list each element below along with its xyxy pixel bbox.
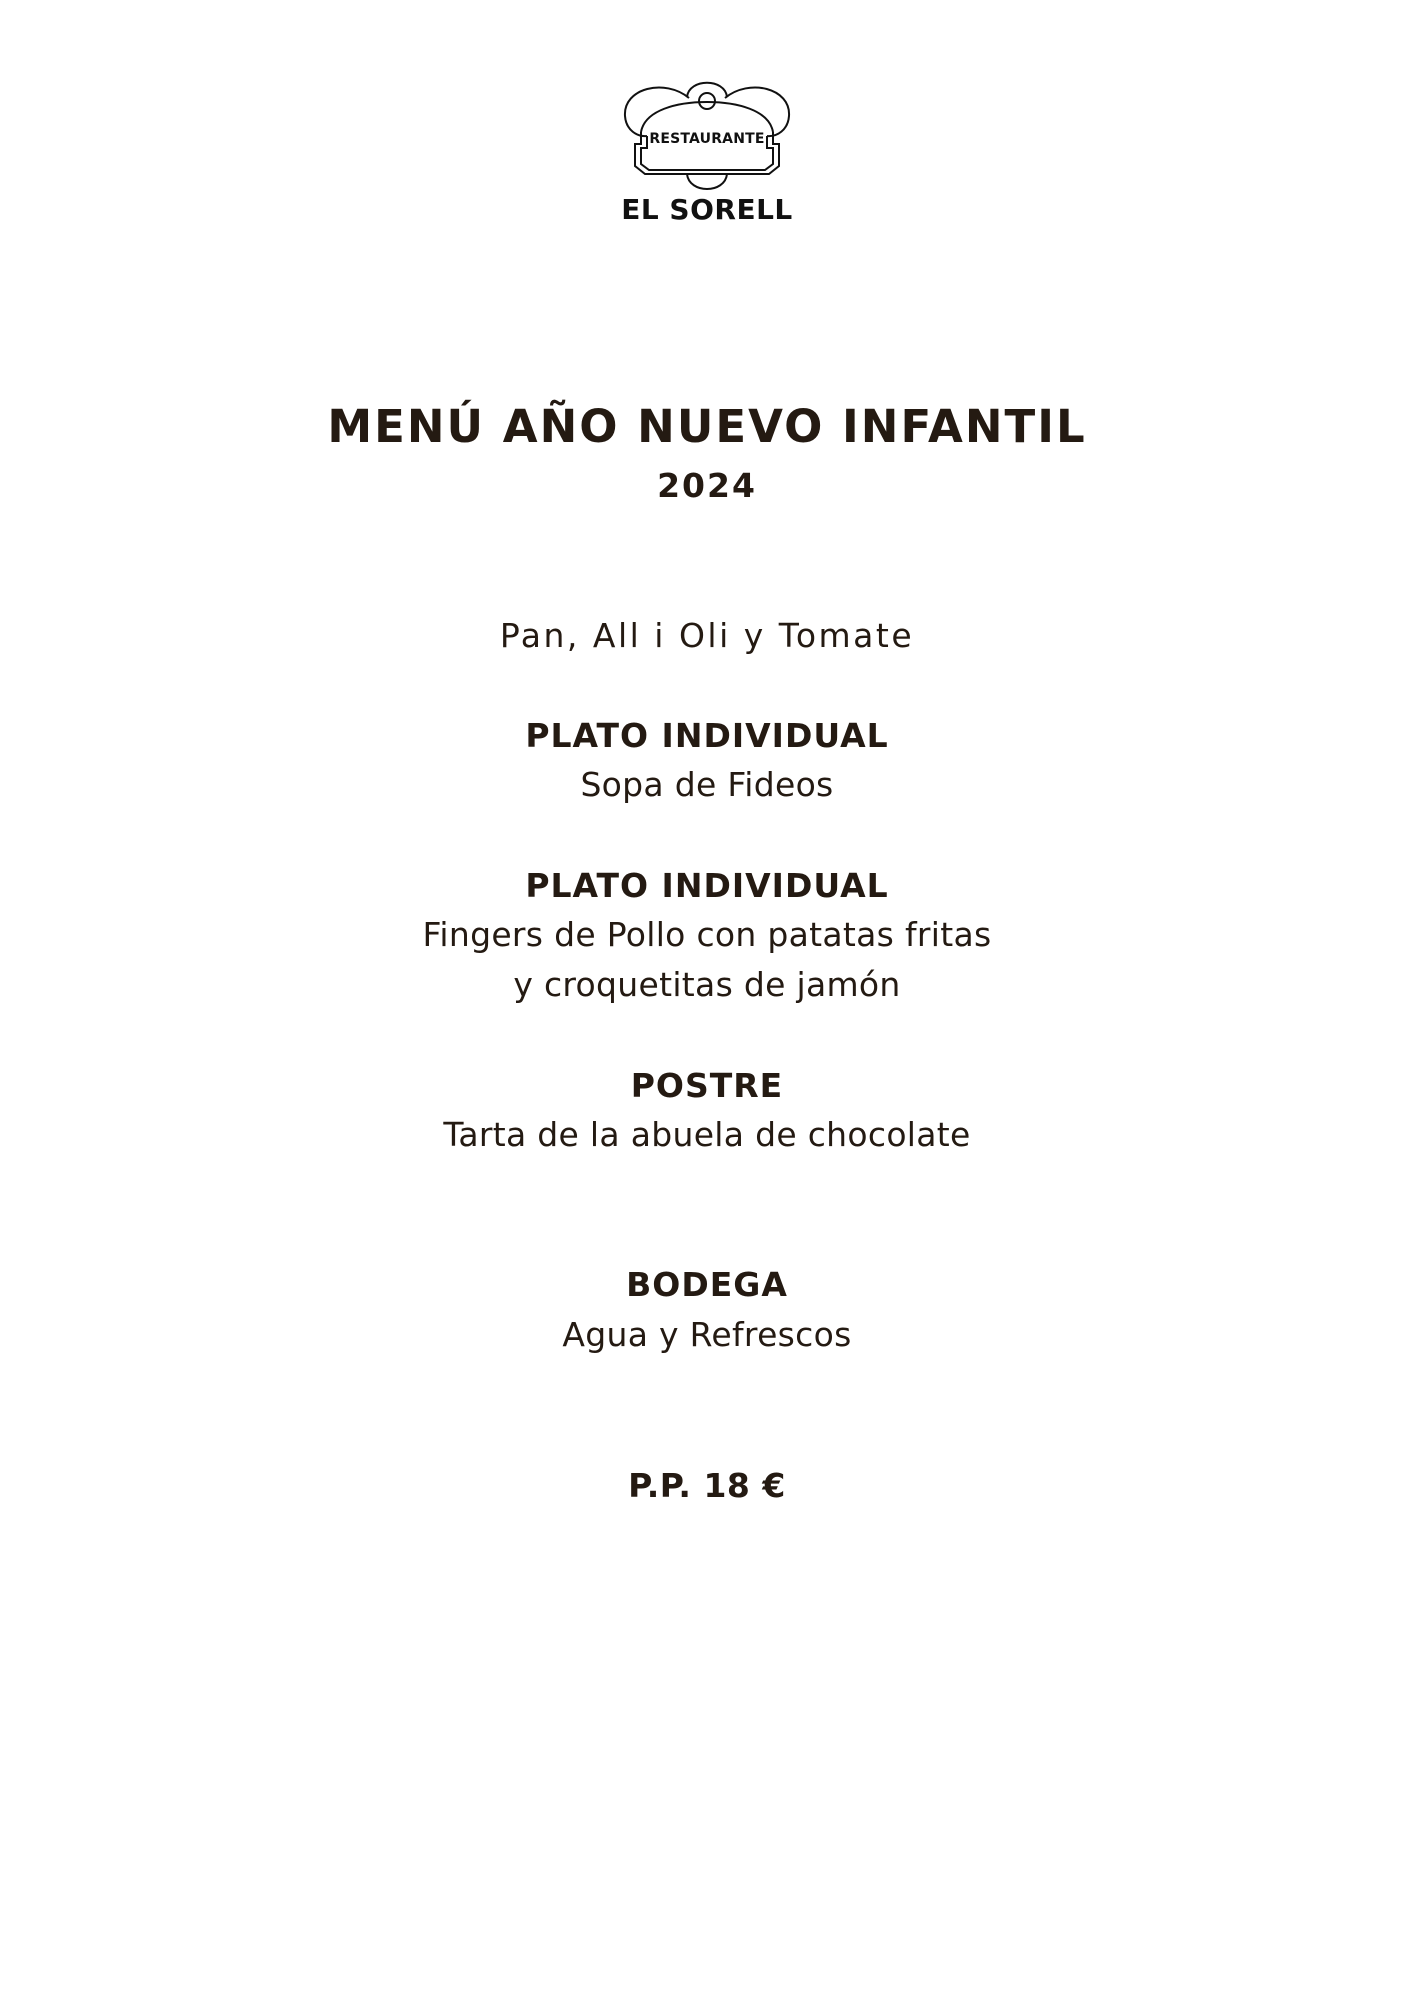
restaurant-logo: [617, 70, 797, 230]
menu-item-fingers-line-1: Fingers de Pollo con patatas fritas: [422, 915, 992, 954]
menu-price: P.P. 18 €: [628, 1466, 786, 1505]
menu-item-bebidas: Agua y Refrescos: [562, 1315, 852, 1354]
menu-intro-line: Pan, All i Oli y Tomate: [499, 616, 915, 655]
section-heading-bodega: BODEGA: [626, 1265, 788, 1304]
logo-el-sorell-text: EL SORELL: [621, 193, 793, 226]
menu-item-tarta: Tarta de la abuela de chocolate: [443, 1115, 971, 1154]
menu-item-fingers-line-2: y croquetitas de jamón: [513, 965, 901, 1004]
menu-title: MENÚ AÑO NUEVO INFANTIL: [327, 400, 1087, 453]
menu-item-sopa: Sopa de Fideos: [580, 765, 834, 804]
section-heading-plato-1: PLATO INDIVIDUAL: [525, 716, 889, 755]
section-heading-plato-2: PLATO INDIVIDUAL: [525, 866, 889, 905]
section-heading-postre: POSTRE: [630, 1066, 784, 1105]
logo-restaurante-text: RESTAURANTE: [649, 131, 765, 147]
menu-year: 2024: [657, 466, 757, 505]
